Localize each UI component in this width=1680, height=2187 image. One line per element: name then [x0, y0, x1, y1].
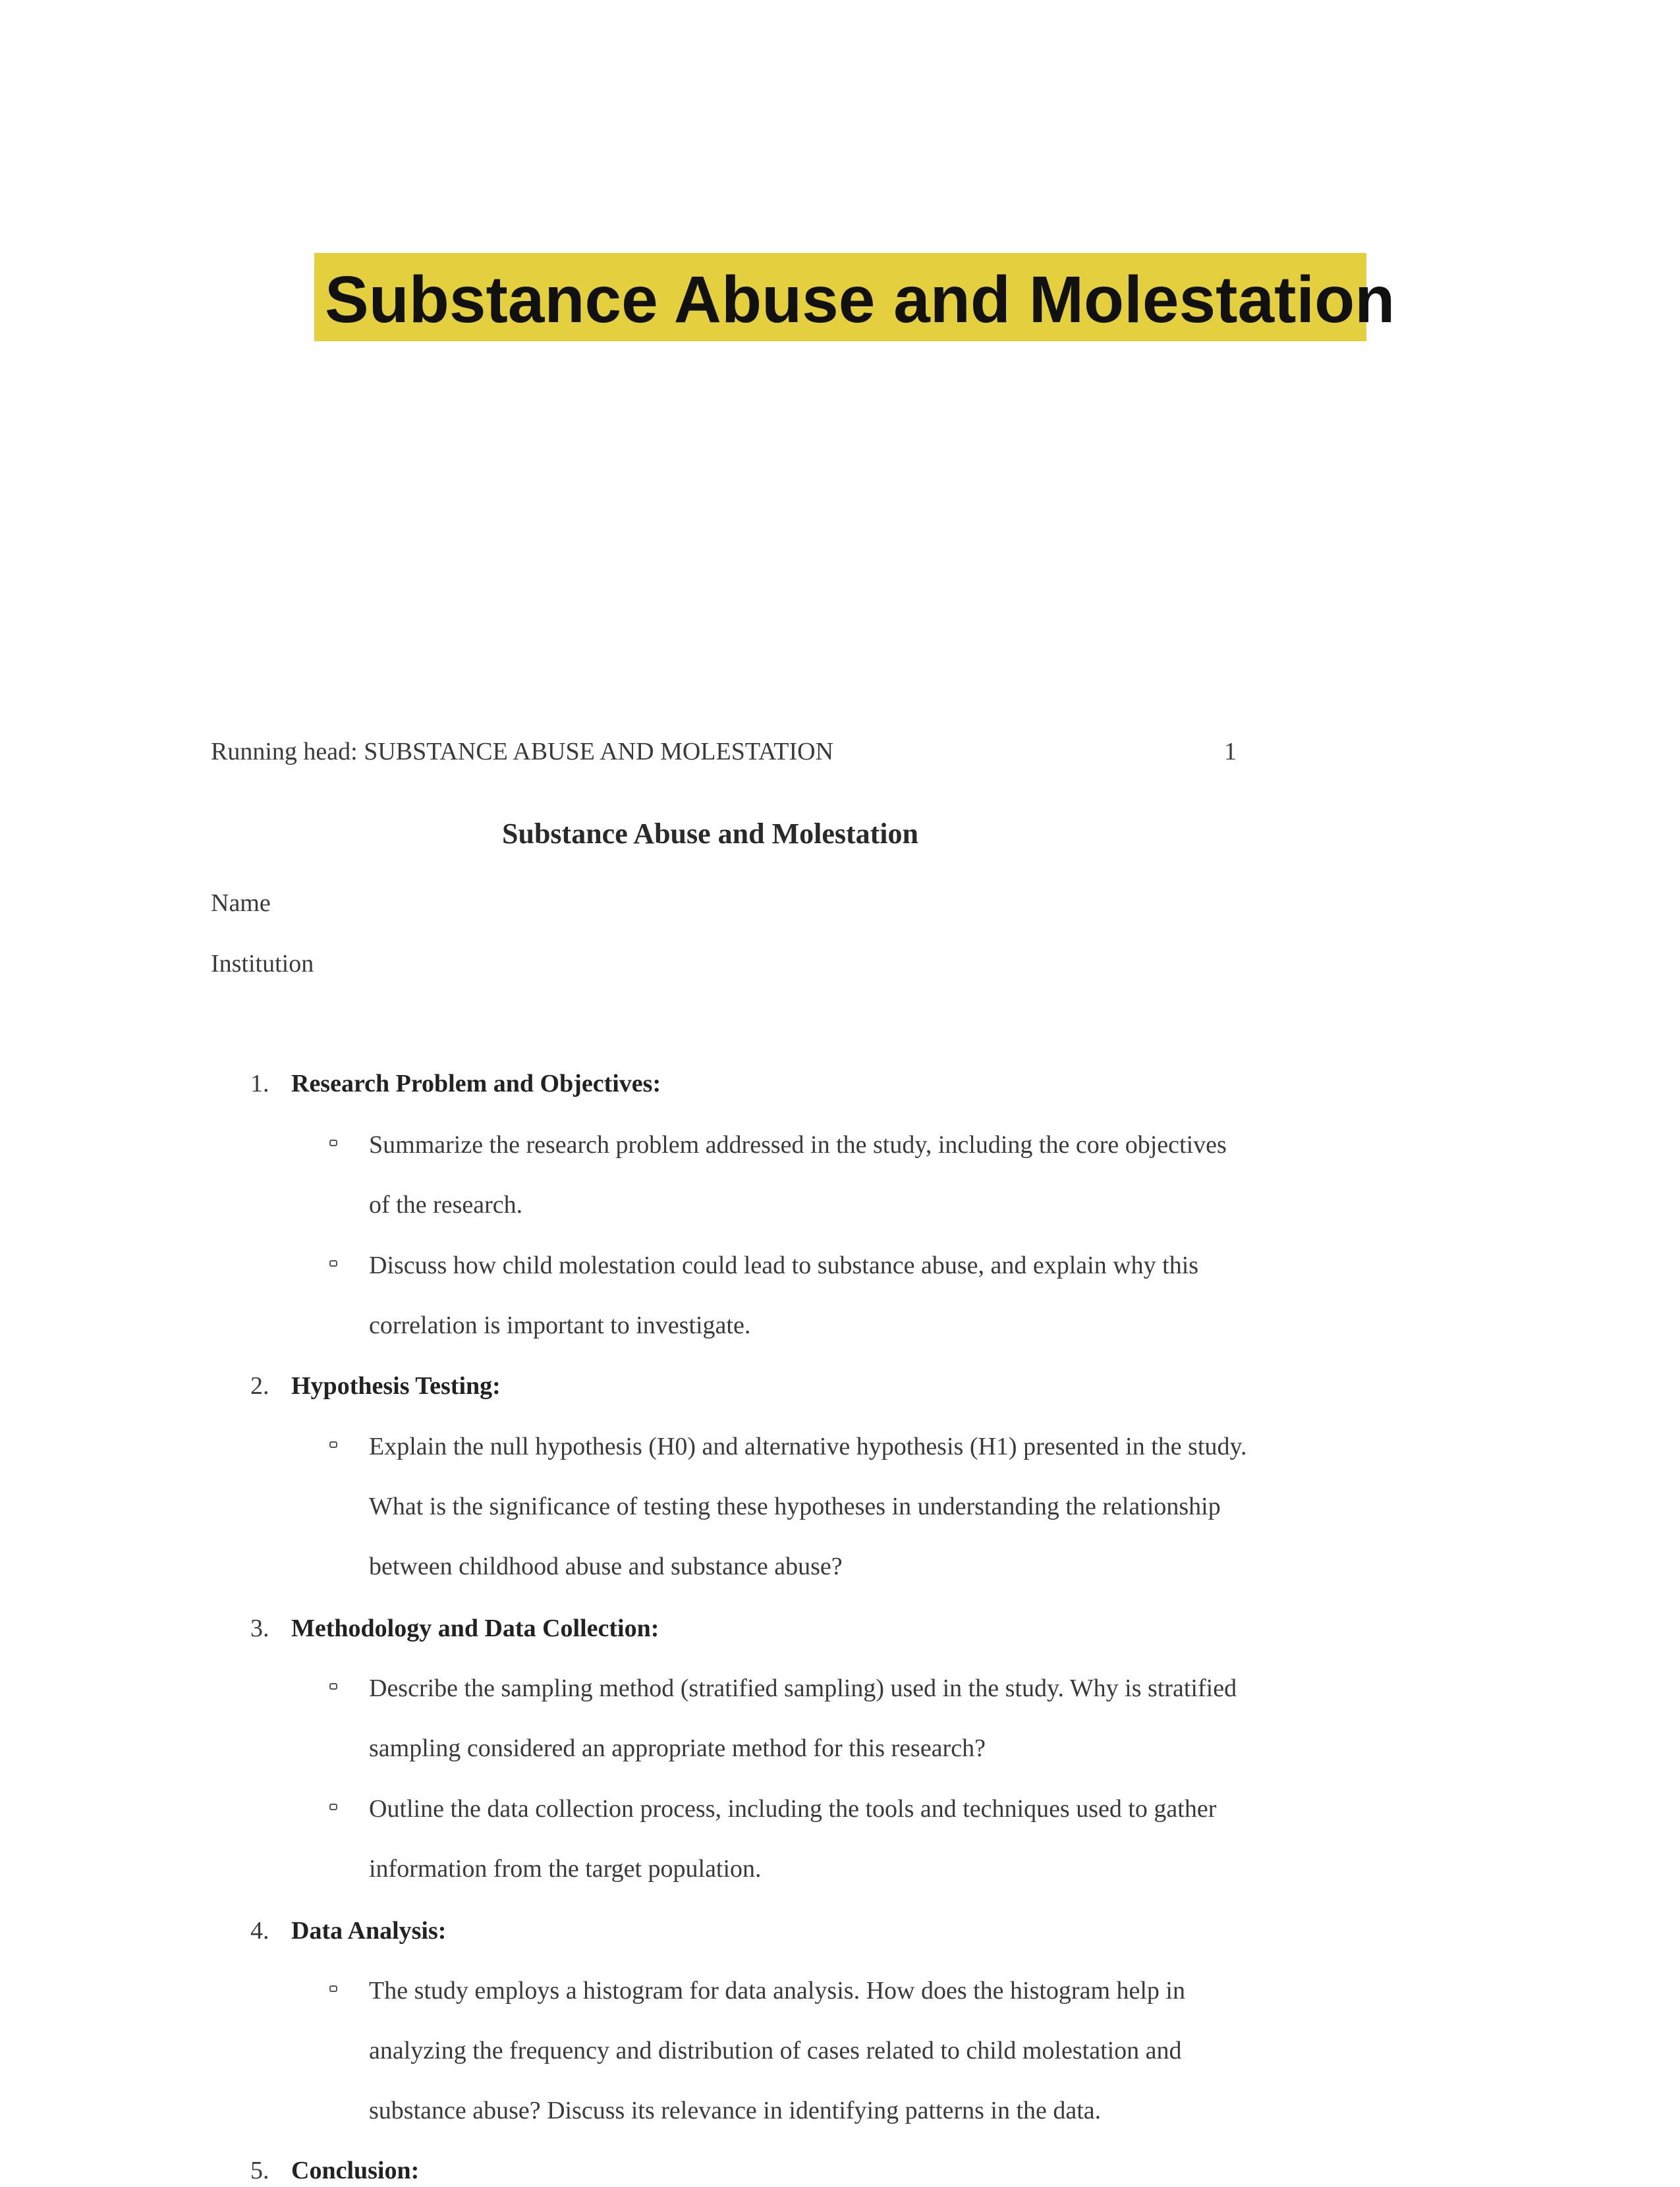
list-item-text: The study employs a histogram for data analysis. How does the histogram help in analyzing the frequency and distribution of cases related to child molestation and substance abuse? Discuss its relevance in identifying patterns in the data.	[369, 1977, 1185, 2124]
section-heading: Data Analysis:	[291, 1917, 447, 1945]
section-heading: Hypothesis Testing:	[291, 1372, 501, 1400]
hollow-bullet-icon	[329, 1985, 337, 1992]
list-item	[329, 1115, 1252, 1235]
list-item	[329, 1236, 1252, 1356]
section-heading: Research Problem and Objectives:	[291, 1070, 661, 1097]
document-title: Substance Abuse and Molestation	[502, 817, 919, 850]
section-5	[250, 2154, 419, 2187]
list-item-text: Discuss how child molestation could lead to substance abuse, and explain why this correlation is important to investigate.	[369, 1252, 1199, 1339]
section-number: 3.	[250, 1615, 269, 1642]
section-number: 5.	[250, 2157, 269, 2184]
section-4	[250, 1914, 446, 1947]
section-heading: Conclusion:	[291, 2157, 420, 2184]
section-number: 4.	[250, 1917, 269, 1945]
list-item	[329, 1417, 1252, 1597]
section-heading: Methodology and Data Collection:	[291, 1615, 659, 1642]
list-item-text: Explain the null hypothesis (H0) and alternative hypothesis (H1) presented in the study. What is the significance of testing these hypotheses in understanding the relationship between childhood abuse and substance abuse?	[369, 1433, 1247, 1580]
list-item-text: Summarize the research problem addressed in the study, including the core objectives of the research.	[369, 1131, 1227, 1219]
page-number: 1	[1224, 738, 1237, 765]
hollow-bullet-icon	[329, 1441, 337, 1448]
banner-title: Substance Abuse and Molestation	[325, 263, 1395, 337]
author-institution: Institution	[211, 950, 314, 978]
hollow-bullet-icon	[329, 1804, 337, 1810]
section-number: 2.	[250, 1372, 269, 1400]
author-name: Name	[211, 889, 271, 917]
section-3	[250, 1612, 659, 1645]
running-head: Running head: SUBSTANCE ABUSE AND MOLESTATION	[211, 738, 834, 765]
list-item-text: Describe the sampling method (stratified sampling) used in the study. Why is stratified sampling considered an appropriate method for this research?	[369, 1675, 1237, 1762]
section-2	[250, 1370, 501, 1402]
section-number: 1.	[250, 1070, 269, 1097]
list-item	[329, 1659, 1252, 1779]
list-item	[329, 1961, 1252, 2141]
hollow-bullet-icon	[329, 1140, 337, 1146]
list-item	[329, 1779, 1252, 1899]
hollow-bullet-icon	[329, 1260, 337, 1267]
hollow-bullet-icon	[329, 1683, 337, 1690]
section-1	[250, 1067, 661, 1100]
list-item-text: Outline the data collection process, including the tools and techniques used to gather information from the target population.	[369, 1795, 1217, 1883]
